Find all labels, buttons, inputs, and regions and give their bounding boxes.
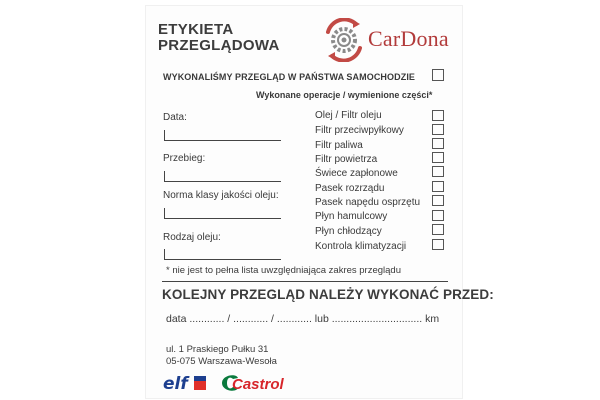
- operations-title: Wykonane operacje / wymienione części*: [256, 90, 433, 100]
- brand-name: CarDona: [368, 26, 449, 51]
- elf-logo-text: elf: [163, 374, 188, 394]
- operation-checkbox[interactable]: [432, 239, 444, 250]
- title-line-1: ETYKIETA: [158, 21, 234, 38]
- service-done-label: WYKONALIŚMY PRZEGLĄD W PAŃSTWA SAMOCHODZIE: [163, 72, 416, 82]
- operation-label: Płyn chłodzący: [315, 226, 382, 237]
- operation-checkbox[interactable]: [432, 210, 444, 221]
- field-label-date: Data:: [163, 112, 187, 123]
- operation-label: Filtr paliwa: [315, 140, 363, 151]
- service-done-checkbox[interactable]: [432, 69, 444, 81]
- cardona-gear-logo-icon: [322, 18, 366, 62]
- field-line-oil-quality[interactable]: [164, 208, 281, 219]
- operation-label: Filtr powietrza: [315, 154, 378, 165]
- address-line-2: 05-075 Warszawa-Wesoła: [166, 356, 277, 367]
- operation-checkbox[interactable]: [432, 166, 444, 177]
- operation-checkbox[interactable]: [432, 110, 444, 121]
- operation-label: Kontrola klimatyzacji: [315, 241, 407, 252]
- field-label-mileage: Przebieg:: [163, 153, 206, 164]
- title-line-2: PRZEGLĄDOWA: [158, 37, 280, 54]
- operation-checkbox[interactable]: [432, 138, 444, 149]
- divider: [162, 281, 448, 282]
- operation-label: Płyn hamulcowy: [315, 211, 388, 222]
- field-line-oil-type[interactable]: [164, 249, 281, 260]
- operation-label: Olej / Filtr oleju: [315, 110, 382, 121]
- gear-icon: [333, 29, 355, 51]
- operation-checkbox[interactable]: [432, 181, 444, 192]
- footnote: * nie jest to pełna lista uwzględniająca zakres przeglądu: [166, 265, 401, 276]
- operation-checkbox[interactable]: [432, 124, 444, 135]
- operation-label: Świece zapłonowe: [315, 168, 398, 179]
- next-service-heading: KOLEJNY PRZEGLĄD NALEŻY WYKONAĆ PRZED:: [162, 287, 494, 302]
- operation-checkbox[interactable]: [432, 224, 444, 235]
- castrol-logo: [220, 372, 290, 394]
- field-line-date[interactable]: [164, 130, 281, 141]
- operation-checkbox[interactable]: [432, 195, 444, 206]
- operation-label: Filtr przeciwpyłkowy: [315, 125, 404, 136]
- address-line-1: ul. 1 Praskiego Pułku 31: [166, 344, 269, 355]
- field-line-mileage[interactable]: [164, 171, 281, 182]
- castrol-logo-text: Castrol: [232, 376, 284, 393]
- operation-label: Pasek napędu osprzętu: [315, 197, 421, 208]
- field-label-oil-quality: Norma klasy jakości oleju:: [163, 190, 279, 201]
- field-label-oil-type: Rodzaj oleju:: [163, 232, 221, 243]
- operation-label: Pasek rozrządu: [315, 183, 385, 194]
- next-service-date-line[interactable]: data ............ / ............ / ............ lub ............................... km: [166, 313, 440, 325]
- operation-checkbox[interactable]: [432, 152, 444, 163]
- elf-logo: [162, 372, 208, 394]
